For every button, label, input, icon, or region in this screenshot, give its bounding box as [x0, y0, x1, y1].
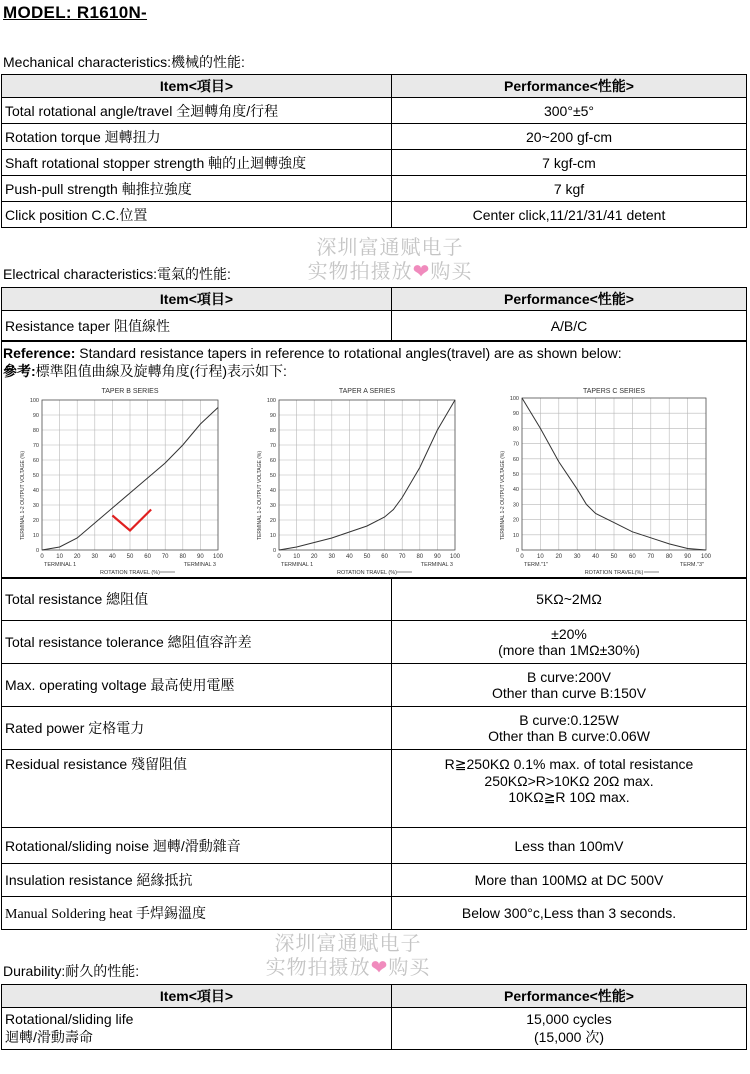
chart-title: TAPER A SERIES — [338, 388, 396, 395]
table-header-row — [2, 985, 747, 1008]
mechanical-section-title: Mechanical characteristics:機械的性能: — [3, 54, 245, 70]
electrical-table-bottom — [1, 577, 747, 930]
reference-text: Reference: Standard resistance tapers in reference to rotational angles(travel) are as shown below: 參考:標準阻值曲線及旋轉角度(行程)表示如下: — [3, 345, 622, 379]
x-tick-label: 90 — [197, 554, 204, 560]
taper-c-chart — [484, 384, 724, 576]
row-perf: 7 kgf-cm — [392, 150, 747, 176]
x-tick-label: 40 — [592, 554, 599, 560]
row-item: Residual resistance 殘留阻值 — [2, 750, 392, 828]
table-row — [2, 664, 747, 707]
heart-icon: ❤ — [412, 261, 431, 283]
x-tick-label: 10 — [56, 554, 63, 560]
y-tick-label: 80 — [269, 428, 276, 434]
x-axis-label: ROTATION TRAVEL (%) — [100, 570, 160, 576]
watermark-line2: 实物拍摄放❤购买 — [307, 261, 473, 283]
y-tick-label: 80 — [512, 426, 519, 433]
row-perf: A/B/C — [392, 311, 747, 341]
row-item: Insulation resistance 絕緣抵抗 — [2, 864, 392, 897]
table-row — [2, 311, 747, 341]
y-tick-label: 50 — [32, 473, 39, 479]
y-tick-label: 60 — [512, 456, 519, 463]
row-item: Manual Soldering heat 手焊錫溫度 — [2, 897, 392, 930]
terminal-right-label: TERM."3" — [679, 562, 704, 568]
x-tick-label: 10 — [293, 554, 300, 560]
y-tick-label: 30 — [512, 502, 519, 509]
durability-section-title: Durability:耐久的性能: — [3, 963, 140, 979]
x-tick-label: 20 — [73, 554, 81, 560]
x-tick-label: 90 — [434, 554, 441, 560]
y-axis-label: TERMINAL 1-2 OUTPUT VOLTAGE (%) — [500, 451, 506, 540]
table-header-row — [2, 75, 747, 98]
x-tick-label: 70 — [161, 554, 169, 560]
row-perf: Center click,11/21/31/41 detent — [392, 202, 747, 228]
terminal-left-label: TERMINAL 1 — [281, 562, 314, 568]
row-perf: R≧250KΩ 0.1% max. of total resistance 250KΩ>R>10KΩ 20Ω max. 10KΩ≧R 10Ω max. — [392, 750, 747, 828]
heart-icon: ❤ — [370, 957, 389, 979]
watermark-line1: 深圳富通赋电子 — [316, 237, 464, 259]
x-tick-label: 100 — [700, 554, 712, 560]
row-item: Total resistance tolerance 總阻值容許差 — [2, 621, 392, 664]
y-tick-label: 70 — [269, 443, 276, 449]
row-item: Rotational/sliding noise 迴轉/滑動雜音 — [2, 828, 392, 864]
chart-plot — [279, 400, 455, 550]
row-item: Total rotational angle/travel 全迴轉角度/行程 — [2, 98, 392, 124]
row-item: Total resistance 總阻值 — [2, 578, 392, 621]
row-item: Rotational/sliding life 迴轉/滑動壽命 — [2, 1008, 392, 1050]
row-item: Resistance taper 阻值線性 — [2, 311, 392, 341]
table-row — [2, 828, 747, 864]
table-row — [2, 621, 747, 664]
header-performance: Performance<性能> — [392, 75, 747, 98]
x-axis-label: ROTATION TRAVEL (%) — [337, 570, 397, 576]
header-item: Item<項目> — [2, 985, 392, 1008]
x-tick-label: 30 — [91, 554, 99, 560]
x-tick-label: 80 — [179, 554, 187, 560]
x-tick-label: 30 — [328, 554, 336, 560]
row-perf: 300°±5° — [392, 98, 747, 124]
y-tick-label: 100 — [29, 398, 39, 404]
chart-plot — [42, 400, 218, 550]
x-tick-label: 40 — [109, 554, 116, 560]
y-tick-label: 80 — [32, 428, 39, 434]
y-tick-label: 90 — [32, 413, 39, 419]
taper-a-chart — [235, 384, 465, 576]
row-perf: Less than 100mV — [392, 828, 747, 864]
y-tick-label: 40 — [32, 488, 39, 494]
y-tick-label: 60 — [269, 458, 276, 464]
x-tick-label: 90 — [684, 554, 691, 560]
header-item: Item<項目> — [2, 75, 392, 98]
x-tick-label: 60 — [144, 554, 151, 560]
terminal-left-label: TERM."1" — [524, 562, 549, 568]
x-tick-label: 0 — [277, 554, 281, 560]
row-perf: 20~200 gf-cm — [392, 124, 747, 150]
watermark-line1: 深圳富通赋电子 — [274, 933, 422, 955]
row-perf: More than 100MΩ at DC 500V — [392, 864, 747, 897]
y-tick-label: 60 — [32, 458, 39, 464]
x-tick-label: 100 — [212, 554, 224, 560]
y-axis-label: TERMINAL 1-2 OUTPUT VOLTAGE (%) — [20, 451, 26, 540]
x-tick-label: 20 — [310, 554, 318, 560]
electrical-table-top — [1, 287, 747, 341]
header-item: Item<項目> — [2, 288, 392, 311]
x-tick-label: 40 — [346, 554, 353, 560]
x-tick-label: 10 — [537, 554, 544, 560]
x-tick-label: 80 — [665, 554, 673, 560]
model-title: MODEL: R1610N- — [3, 3, 148, 22]
row-item: Click position C.C.位置 — [2, 202, 392, 228]
row-perf: 7 kgf — [392, 176, 747, 202]
durability-table — [1, 984, 747, 1050]
header-performance: Performance<性能> — [392, 985, 747, 1008]
watermark-line2: 实物拍摄放❤购买 — [265, 957, 431, 979]
chart-plot — [522, 398, 706, 550]
header-performance: Performance<性能> — [392, 288, 747, 311]
y-tick-label: 70 — [512, 441, 519, 448]
y-tick-label: 20 — [32, 518, 39, 524]
x-tick-label: 0 — [520, 554, 524, 560]
row-perf: B curve:0.125W Other than B curve:0.06W — [392, 707, 747, 750]
table-row — [2, 897, 747, 930]
table-row — [2, 202, 747, 228]
y-tick-label: 30 — [269, 503, 276, 509]
table-header-row — [2, 288, 747, 311]
table-row — [2, 864, 747, 897]
row-item: Shaft rotational stopper strength 軸的止迴轉強度 — [2, 150, 392, 176]
table-row — [2, 578, 747, 621]
table-row — [2, 750, 747, 828]
table-row — [2, 176, 747, 202]
y-tick-label: 0 — [272, 548, 276, 554]
x-tick-label: 20 — [555, 554, 563, 560]
x-tick-label: 60 — [381, 554, 388, 560]
x-tick-label: 70 — [647, 554, 655, 560]
y-tick-label: 90 — [269, 413, 276, 419]
y-tick-label: 100 — [509, 396, 519, 402]
row-perf: 5KΩ~2MΩ — [392, 578, 747, 621]
row-perf: Below 300°c,Less than 3 seconds. — [392, 897, 747, 930]
y-tick-label: 0 — [515, 548, 519, 554]
watermark — [290, 236, 490, 284]
row-perf: ±20% (more than 1MΩ±30%) — [392, 621, 747, 664]
x-tick-label: 80 — [416, 554, 424, 560]
x-tick-label: 30 — [573, 554, 581, 560]
y-tick-label: 50 — [512, 472, 519, 478]
mechanical-table — [1, 74, 747, 228]
y-tick-label: 20 — [512, 517, 519, 524]
x-tick-label: 50 — [610, 554, 618, 560]
table-row — [2, 124, 747, 150]
row-perf: B curve:200V Other than curve B:150V — [392, 664, 747, 707]
y-axis-label: TERMINAL 1-2 OUTPUT VOLTAGE (%) — [257, 451, 263, 540]
row-perf: 15,000 cycles (15,000 次) — [392, 1008, 747, 1050]
terminal-left-label: TERMINAL 1 — [44, 562, 77, 568]
y-tick-label: 100 — [266, 398, 276, 404]
table-row — [2, 98, 747, 124]
x-tick-label: 0 — [40, 554, 44, 560]
table-row — [2, 1008, 747, 1050]
table-row — [2, 150, 747, 176]
electrical-section-title: Electrical characteristics:電氣的性能: — [3, 266, 231, 282]
row-item: Max. operating voltage 最高使用電壓 — [2, 664, 392, 707]
y-tick-label: 10 — [269, 533, 276, 539]
y-tick-label: 0 — [35, 548, 39, 554]
taper-b-chart — [0, 384, 230, 576]
chart-title: TAPERS C SERIES — [582, 388, 646, 395]
table-row — [2, 707, 747, 750]
y-tick-label: 40 — [512, 487, 519, 494]
y-tick-label: 40 — [269, 488, 276, 494]
terminal-right-label: TERMINAL 3 — [420, 562, 453, 568]
x-tick-label: 50 — [363, 554, 371, 560]
y-tick-label: 30 — [32, 503, 39, 509]
x-tick-label: 60 — [629, 554, 636, 560]
y-tick-label: 90 — [512, 411, 519, 418]
y-tick-label: 70 — [32, 443, 39, 449]
chart-title: TAPER B SERIES — [101, 388, 159, 395]
row-item: Push-pull strength 軸推拉強度 — [2, 176, 392, 202]
x-tick-label: 70 — [398, 554, 406, 560]
y-tick-label: 10 — [32, 533, 39, 539]
y-tick-label: 10 — [512, 532, 519, 539]
row-item: Rated power 定格電力 — [2, 707, 392, 750]
y-tick-label: 50 — [269, 473, 276, 479]
x-axis-label: ROTATION TRAVEL(%) — [584, 570, 644, 576]
x-tick-label: 50 — [126, 554, 134, 560]
terminal-right-label: TERMINAL 3 — [183, 562, 216, 568]
y-tick-label: 20 — [269, 518, 276, 524]
row-item: Rotation torque 迴轉扭力 — [2, 124, 392, 150]
x-tick-label: 100 — [449, 554, 461, 560]
watermark — [248, 932, 448, 980]
